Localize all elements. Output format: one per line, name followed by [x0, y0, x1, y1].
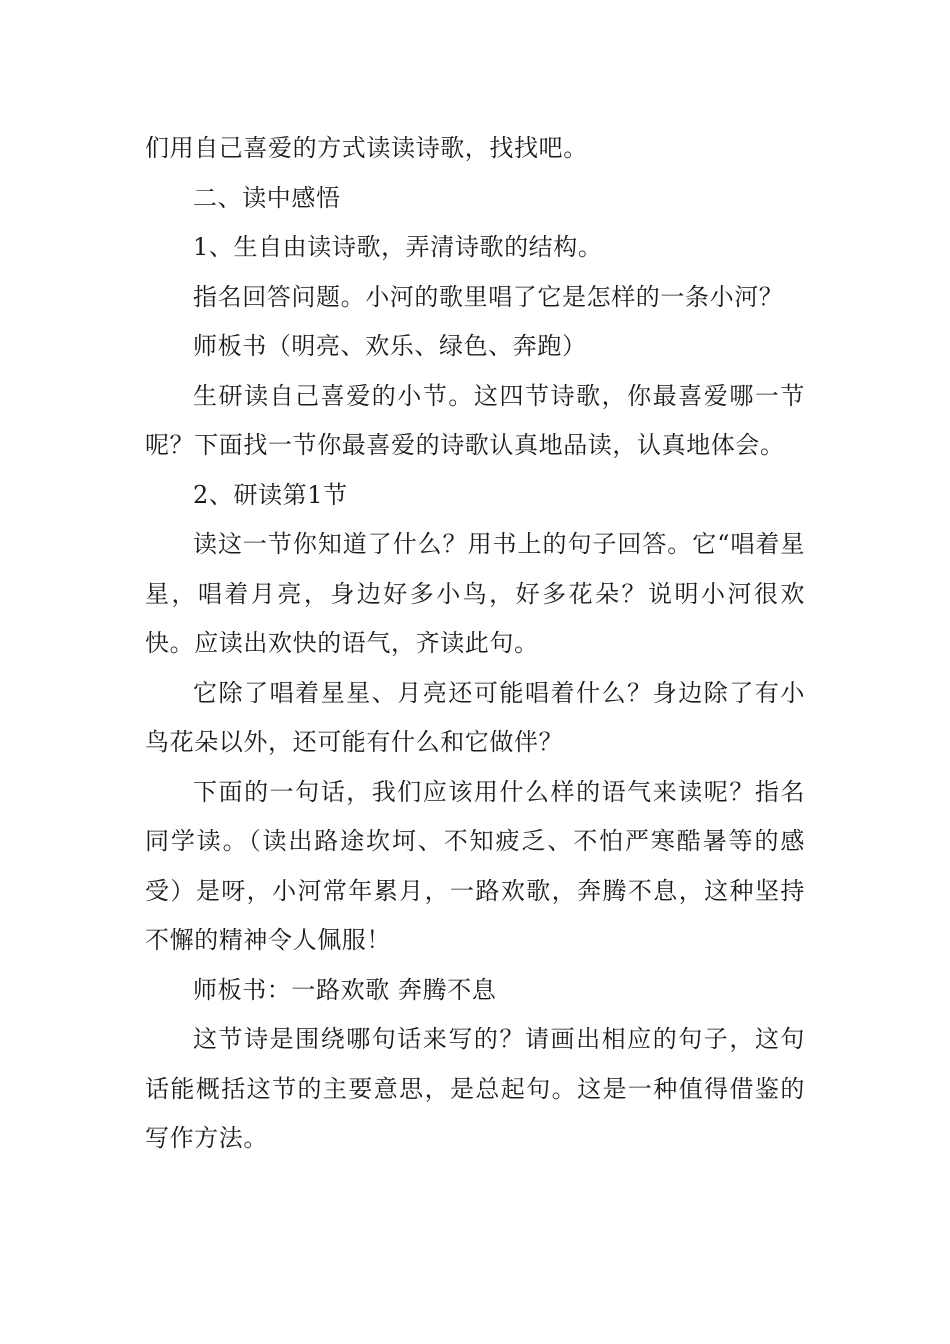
paragraph-discussion: 它除了唱着星星、月亮还可能唱着什么？身边除了有小鸟花朵以外，还可能有什么和它做伴？: [145, 678, 805, 756]
paragraph-step-1: 1、生自由读诗歌，弄清诗歌的结构。: [193, 233, 603, 261]
paragraph-reading: 读这一节你知道了什么？用书上的句子回答。它“唱着星星，唱着月亮，身边好多小鸟，好多花朵？说明小河很欢快。应读出欢快的语气，齐读此句。: [145, 530, 805, 657]
paragraph-structure: 这节诗是围绕哪句话来写的？请画出相应的句子，这句话能概括这节的主要意思，是总起句。这是一种值得借鉴的写作方法。: [145, 1025, 805, 1152]
paragraph-board-notes: 师板书（明亮、欢乐、绿色、奔跑）: [193, 332, 587, 360]
paragraph-study: 生研读自己喜爱的小节。这四节诗歌，你最喜爱哪一节呢？下面找一节你最喜爱的诗歌认真地品读，认真地体会。: [145, 381, 805, 459]
paragraph-step-2: 2、研读第1节: [193, 480, 348, 509]
section-heading: 二、读中感悟: [193, 183, 341, 212]
paragraph-board-summary: 师板书：一路欢歌 奔腾不息: [193, 975, 497, 1004]
paragraph-tone: 下面的一句话，我们应该用什么样的语气来读呢？指名同学读。（读出路途坎坷、不知疲乏、不怕严寒酷暑等的感受）是呀，小河常年累月，一路欢歌，奔腾不息，这种坚持不懈的精神令人佩服！: [145, 777, 805, 954]
paragraph-continuation: 们用自己喜爱的方式读读诗歌，找找吧。: [145, 134, 588, 162]
paragraph-question: 指名回答问题。小河的歌里唱了它是怎样的一条小河？: [193, 282, 784, 311]
document-body: [145, 124, 805, 1164]
